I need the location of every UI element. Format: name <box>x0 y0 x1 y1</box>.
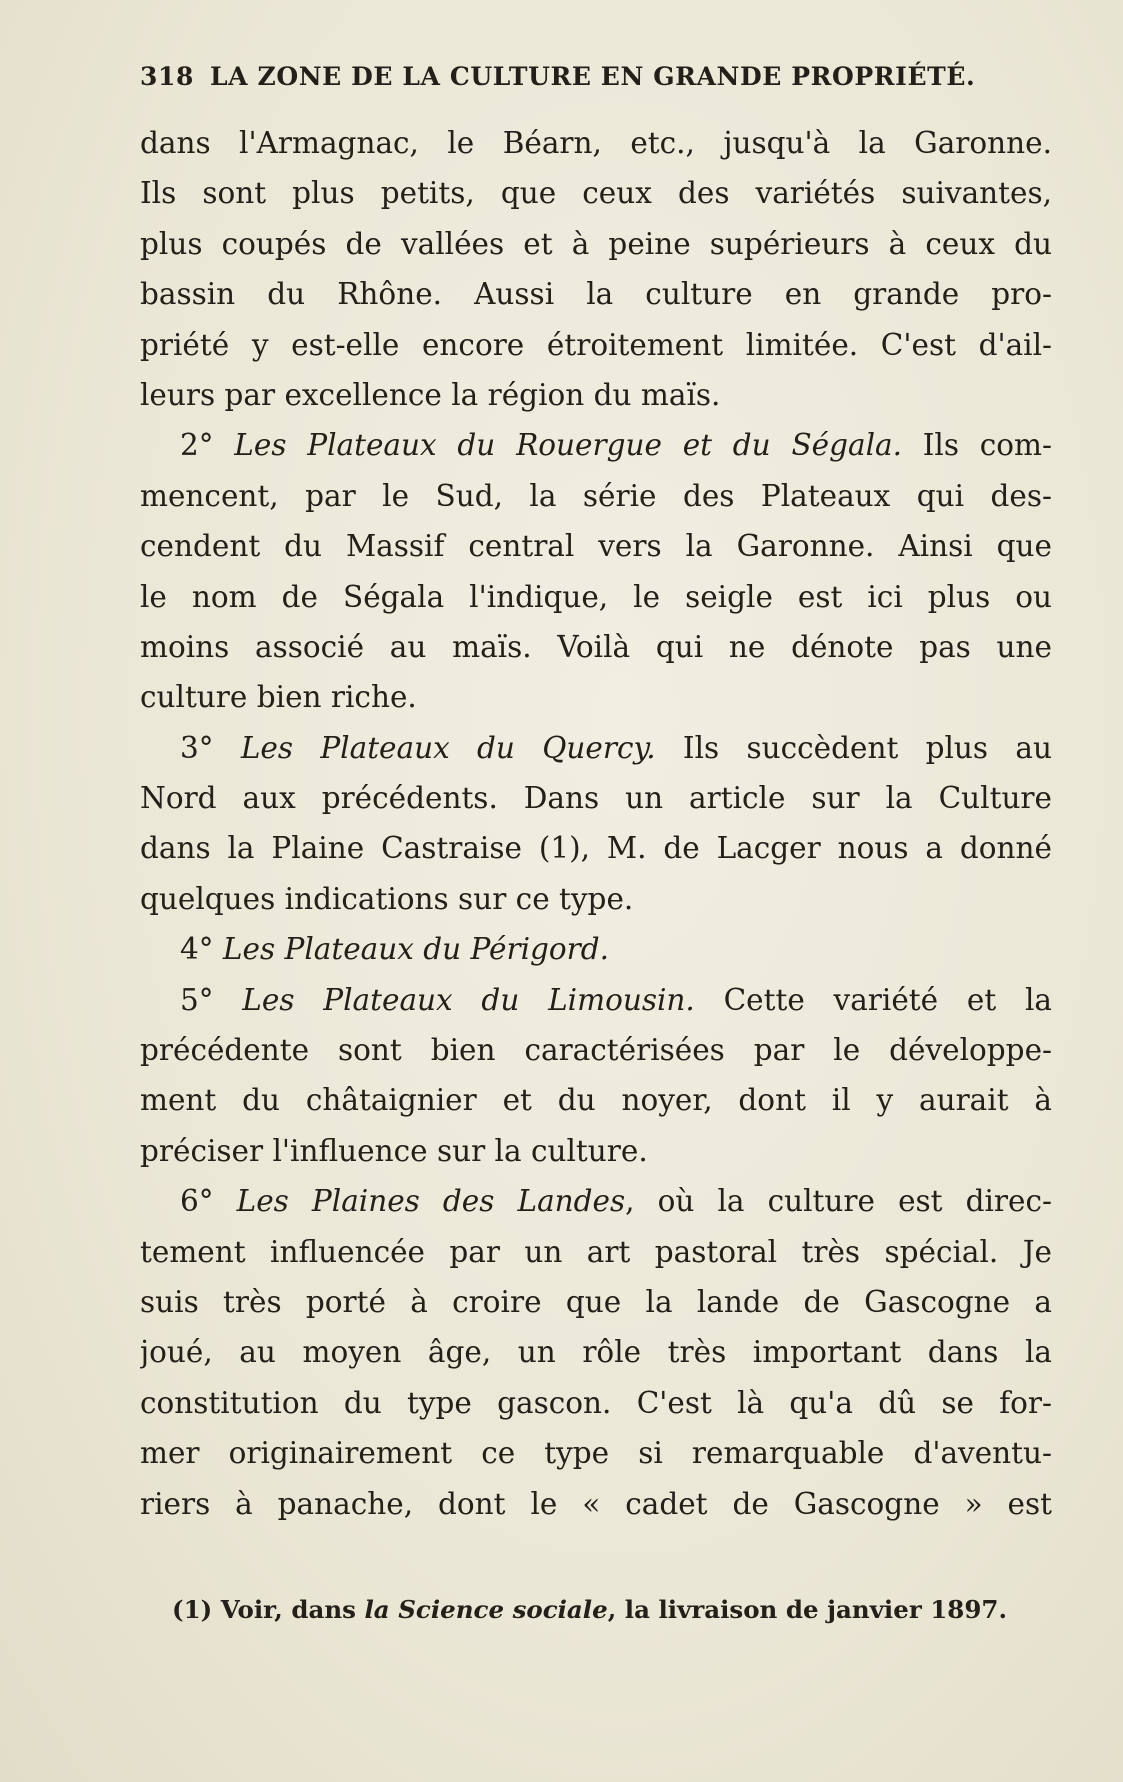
body-text <box>140 118 1052 1529</box>
text-line: joué, au moyen âge, un rôle très important dans la <box>140 1335 1052 1370</box>
footnote-journal: la Science sociale <box>364 1595 608 1624</box>
text-line: précédente sont bien caractérisées par le développe- <box>140 1033 1052 1068</box>
text-line: tement influencée par un art pastoral très spécial. Je <box>140 1234 1052 1269</box>
footnote-prefix: (1) Voir, dans <box>172 1595 365 1624</box>
text-line: Nord aux précédents. Dans un article sur la Culture <box>140 781 1052 816</box>
item-text: Ils com- <box>902 428 1052 463</box>
item-text: , où la culture est direc- <box>625 1184 1052 1219</box>
text-line: dans la Plaine Castraise (1), M. de Lacger nous a donné <box>140 831 1052 866</box>
text-line-item-5 <box>140 975 1052 1025</box>
text-line: moins associé au maïs. Voilà qui ne dénote pas une <box>140 629 1052 664</box>
footnote <box>172 1595 1052 1624</box>
item-title: Les Plateaux du Limousin. <box>242 982 695 1017</box>
text-line: cendent du Massif central vers la Garonne. Ainsi que <box>140 529 1052 564</box>
item-title: Les Plateaux du Périgord. <box>222 932 610 967</box>
text-line: priété y est-elle encore étroitement limitée. C'est d'ail- <box>140 327 1052 362</box>
text-line: bassin du Rhône. Aussi la culture en grande pro- <box>140 277 1052 312</box>
text-line: dans l'Armagnac, le Béarn, etc., jusqu'à la Garonne. <box>140 126 1052 160</box>
text-line: quelques indications sur ce type. <box>140 881 634 916</box>
text-line: culture bien riche. <box>140 680 417 715</box>
text-line-item-3 <box>140 723 1052 773</box>
text-line: leurs par excellence la région du maïs. <box>140 377 721 412</box>
page-number: 318 <box>140 62 194 91</box>
text-line: mer originairement ce type si remarquable d'aventu- <box>140 1436 1052 1471</box>
text-line-item-2 <box>140 420 1052 470</box>
item-title: Les Plateaux du Quercy. <box>240 730 656 765</box>
item-title: Les Plaines des Landes <box>236 1184 626 1219</box>
text-line: Ils sont plus petits, que ceux des variétés suivantes, <box>140 176 1052 211</box>
text-line: préciser l'influence sur la culture. <box>140 1133 648 1168</box>
text-line-item-6 <box>140 1176 1052 1226</box>
item-text: Ils succèdent plus au <box>655 730 1052 765</box>
text-line: riers à panache, dont le « cadet de Gascogne » est <box>140 1486 1052 1521</box>
text-line: plus coupés de vallées et à peine supérieurs à ceux du <box>140 226 1052 261</box>
item-number: 3° <box>180 730 241 765</box>
item-number: 5° <box>180 982 243 1017</box>
text-line-item-4 <box>140 924 1052 974</box>
item-text: Cette variété et la <box>694 982 1052 1017</box>
footnote-suffix: , la livraison de janvier 1897. <box>607 1595 1007 1624</box>
item-number: 2° <box>180 428 235 463</box>
text-line: mencent, par le Sud, la série des Plateaux qui des- <box>140 478 1052 513</box>
item-title: Les Plateaux du Rouergue et du Ségala. <box>234 428 902 463</box>
running-title: LA ZONE DE LA CULTURE EN GRANDE PROPRIÉTÉ. <box>210 62 976 91</box>
item-number: 4° <box>180 932 223 967</box>
text-line: le nom de Ségala l'indique, le seigle est ici plus ou <box>140 579 1052 614</box>
running-header <box>140 62 1020 91</box>
text-line: ment du châtaignier et du noyer, dont il y aurait à <box>140 1083 1052 1118</box>
text-line: suis très porté à croire que la lande de Gascogne a <box>140 1284 1052 1319</box>
item-number: 6° <box>180 1184 237 1219</box>
text-line: constitution du type gascon. C'est là qu'a dû se for- <box>140 1385 1052 1420</box>
